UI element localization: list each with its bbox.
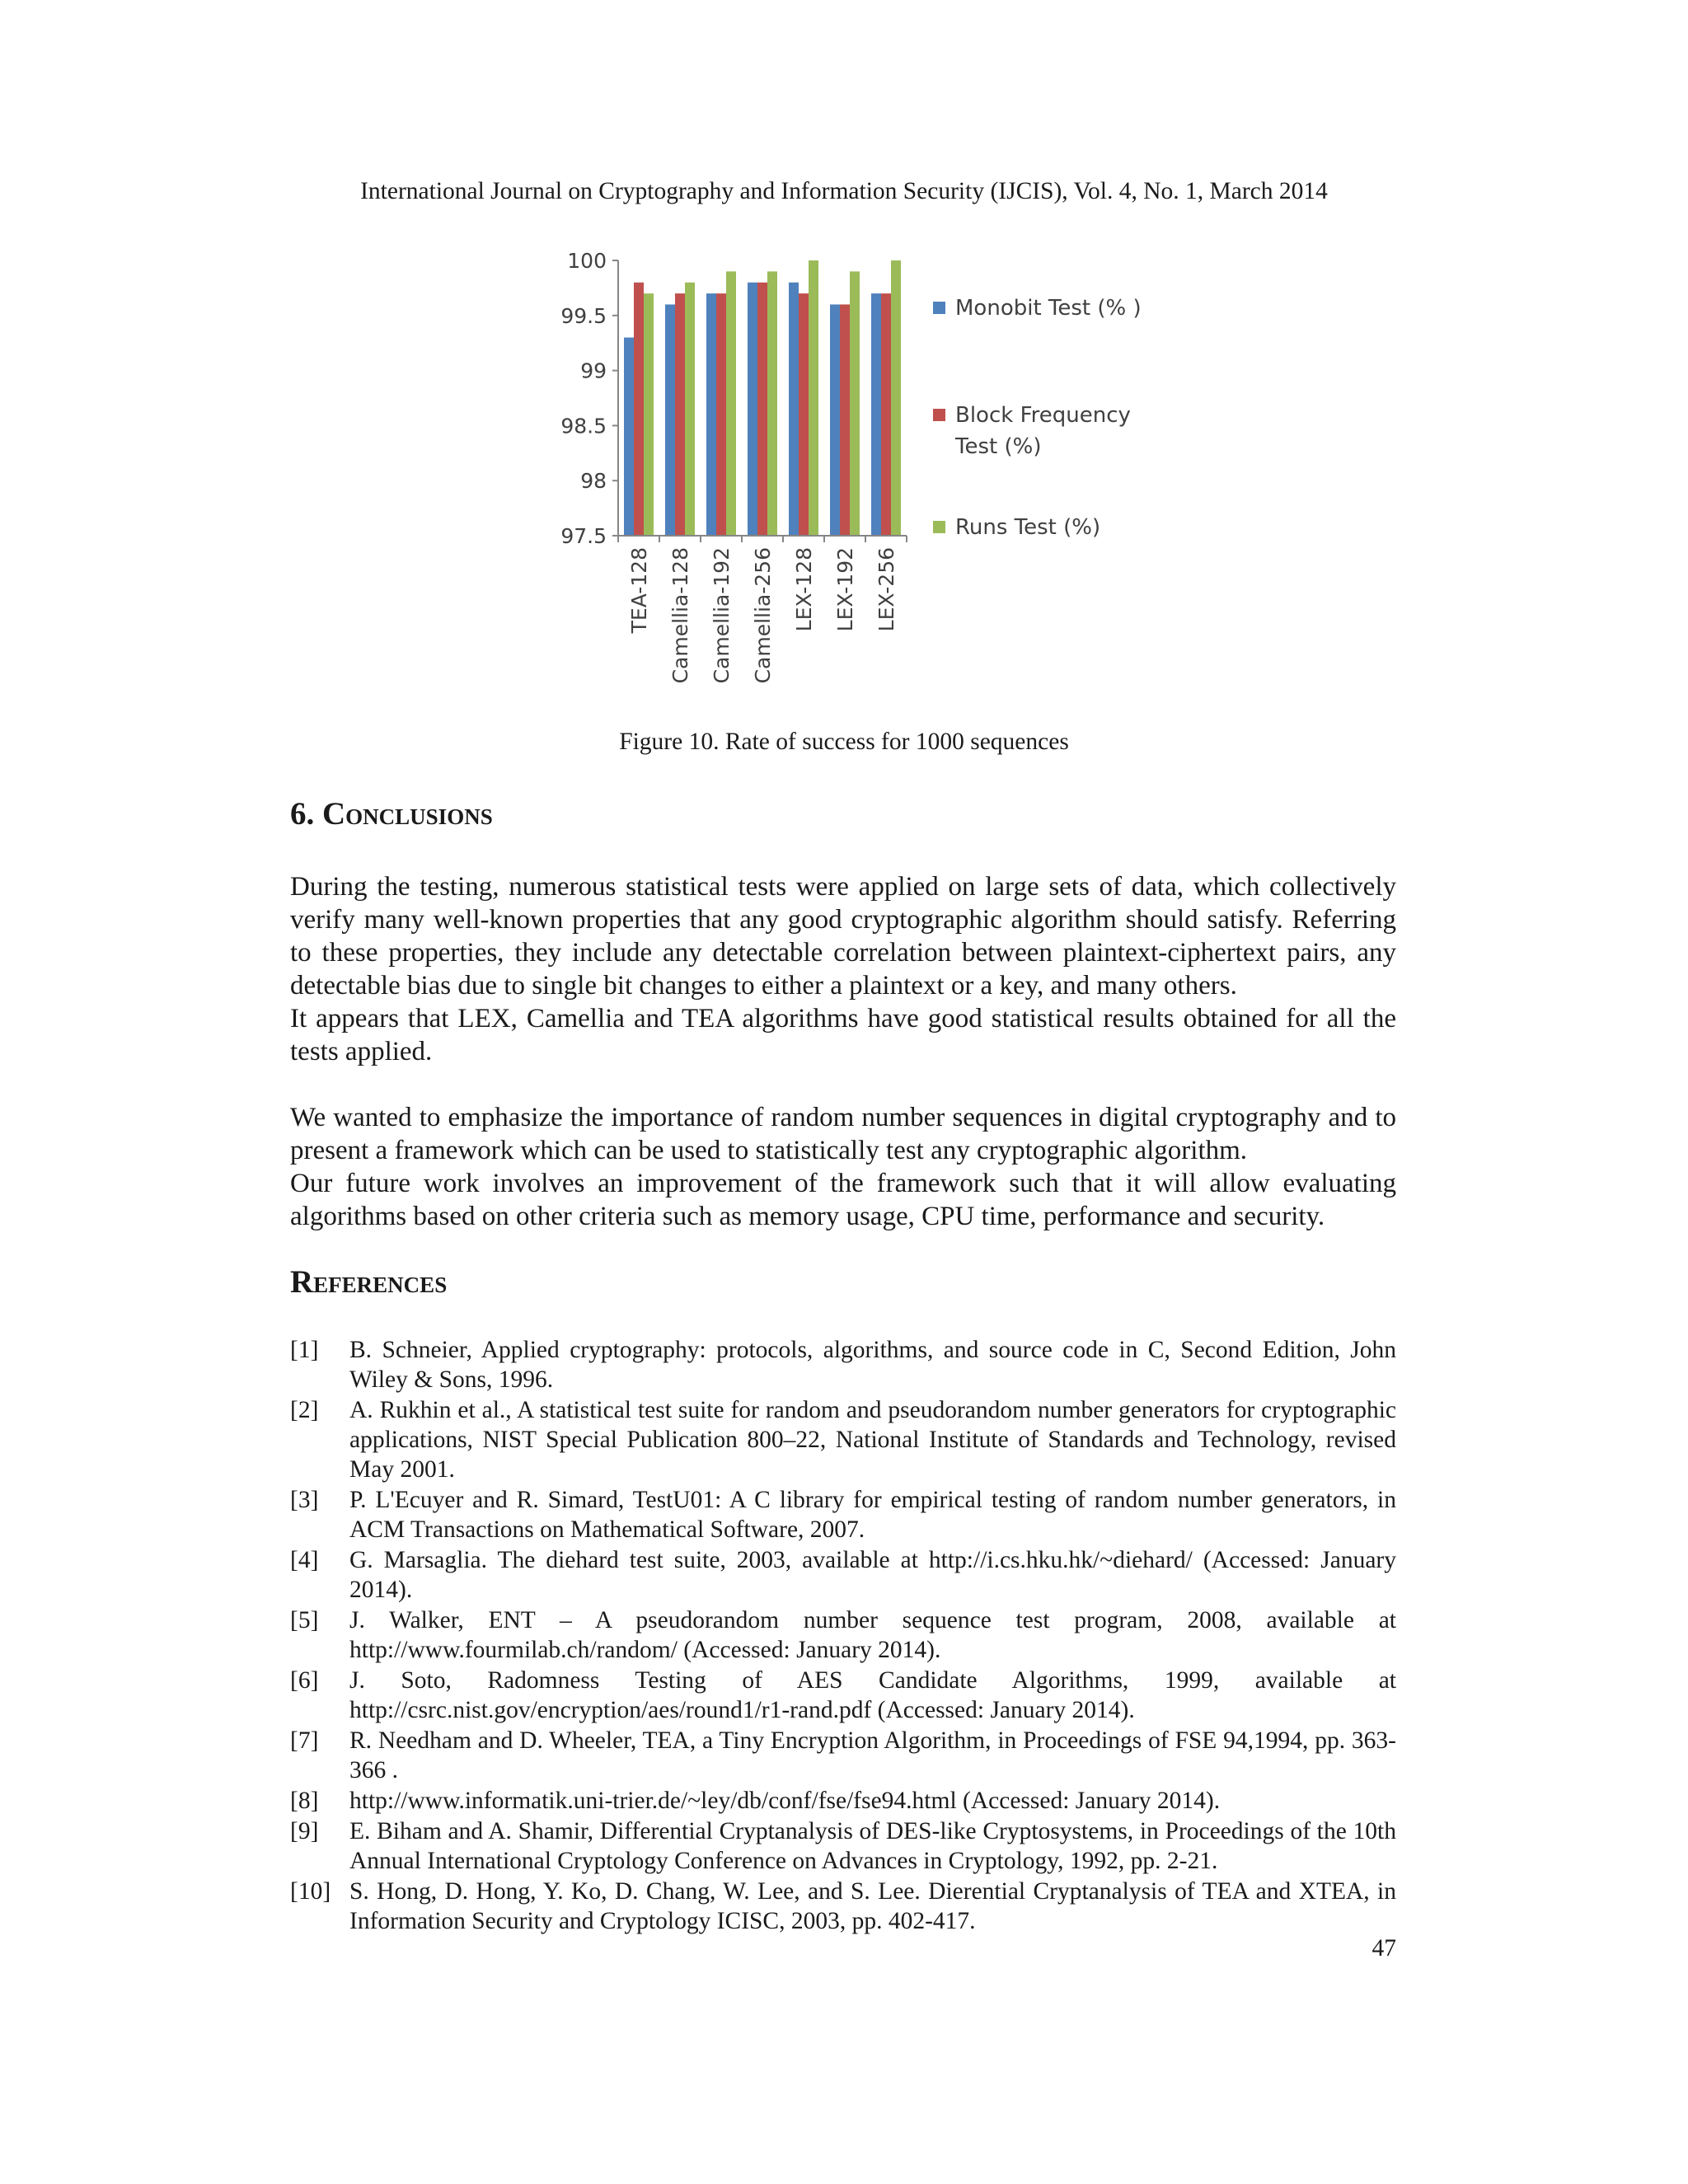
bar-3-6: [850, 271, 860, 536]
bar-2-7: [881, 293, 891, 536]
reference-item: [290, 1666, 1396, 1725]
reference-number: [1]: [290, 1337, 319, 1363]
reference-number: [10]: [290, 1878, 331, 1905]
y-tick-label: 98: [580, 469, 607, 494]
y-tick-label: 98.5: [560, 414, 607, 438]
legend-label: Monobit Test (% ): [955, 296, 1142, 321]
section-number: 6.: [290, 796, 315, 832]
reference-number: [7]: [290, 1727, 319, 1754]
reference-item: [290, 1335, 1396, 1394]
bar-2-1: [634, 283, 644, 536]
reference-item: [290, 1816, 1396, 1876]
reference-item: [290, 1395, 1396, 1484]
bar-1-5: [789, 283, 799, 536]
x-tick-label: LEX-256: [874, 547, 898, 632]
reference-list: [290, 1335, 1396, 1937]
y-axis-ticks: [560, 249, 607, 548]
bar-1-2: [665, 304, 675, 536]
bar-chart: [528, 239, 1170, 717]
y-tick-label: 99.5: [560, 303, 607, 328]
chart-bars: [624, 260, 901, 536]
legend-label: Runs Test (%): [955, 515, 1101, 540]
bar-1-7: [871, 293, 881, 536]
reference-text: B. Schneier, Applied cryptography: protocols, algorithms, and source code in C, Second Edition, John Wiley & Sons, 1996.: [349, 1337, 1396, 1393]
reference-text: S. Hong, D. Hong, Y. Ko, D. Chang, W. Lee, and S. Lee. Dierential Cryptanalysis of TEA and XTEA, in Information Security and Cryptology ICISC, 2003, pp. 402-417.: [349, 1878, 1396, 1934]
bar-3-7: [891, 260, 901, 536]
bar-3-5: [809, 260, 818, 536]
page-number: 47: [1372, 1935, 1396, 1961]
bar-2-2: [675, 293, 685, 536]
legend-label: [954, 403, 1131, 459]
running-header: International Journal on Cryptography and Information Security (IJCIS), Vol. 4, No. 1, March 2014: [360, 178, 1328, 204]
bar-3-1: [644, 293, 654, 536]
bar-2-4: [757, 283, 767, 536]
reference-item: [290, 1726, 1396, 1785]
conclusions-paragraph: We wanted to emphasize the importance of random number sequences in digital cryptography and to present a framework which can be used to statistically test any cryptographic algorithm.: [290, 1103, 1396, 1165]
bar-3-4: [767, 271, 777, 536]
reference-text: P. L'Ecuyer and R. Simard, TestU01: A C library for empirical testing of random number generators, in ACM Transactions on Mathematical Software, 2007.: [349, 1487, 1396, 1543]
reference-text: E. Biham and A. Shamir, Differential Cryptanalysis of DES-like Cryptosystems, in Proceedings of the 10th Annual International Cryptology Conference on Advances in Cryptology, 1992, pp. 2-21.: [349, 1818, 1396, 1874]
legend-label-line: Block Frequency: [955, 403, 1131, 428]
reference-item: [290, 1786, 1396, 1816]
reference-text: J. Soto, Radomness Testing of AES Candidate Algorithms, 1999, available at http://csrc.nist.gov/encryption/aes/round1/r1-rand.pdf (Accessed: January 2014).: [349, 1667, 1396, 1723]
legend-swatch: [933, 302, 945, 314]
reference-number: [2]: [290, 1397, 319, 1423]
reference-text: http://www.informatik.uni-trier.de/~ley/db/conf/fse/fse94.html (Accessed: January 2014).: [349, 1788, 1221, 1814]
conclusions-paragraph: It appears that LEX, Camellia and TEA algorithms have good statistical results obtained for all the tests applied.: [290, 1004, 1396, 1066]
figure-caption: Figure 10. Rate of success for 1000 sequences: [619, 729, 1069, 755]
x-tick-label: Camellia-192: [710, 547, 734, 684]
y-tick-label: 97.5: [560, 524, 607, 548]
conclusions-paragraph: During the testing, numerous statistical tests were applied on large sets of data, which collectively verify many well-known properties that any good cryptographic algorithm should satisfy. Referring to these properties, they include any detectable correlation between plaintext-ciphertext pairs, any detectable bias due to single bit changes to either a plaintext or a key, and many others.: [290, 872, 1396, 1001]
bar-1-1: [624, 338, 634, 536]
section-title: Conclusions: [322, 796, 493, 832]
section-heading-conclusions: [290, 794, 493, 834]
x-tick-label: LEX-192: [833, 547, 857, 632]
conclusions-block-1: [290, 870, 1396, 1068]
section-heading-references: [290, 1263, 447, 1302]
reference-text: R. Needham and D. Wheeler, TEA, a Tiny Encryption Algorithm, in Proceedings of FSE 94,1994, pp. 363-366 .: [349, 1727, 1396, 1783]
x-tick-label: Camellia-128: [668, 547, 692, 684]
x-tick-label: LEX-128: [792, 547, 816, 632]
reference-number: [9]: [290, 1818, 319, 1844]
conclusions-block-2: [290, 1101, 1396, 1233]
legend-label-line: Test (%): [955, 434, 1042, 459]
bar-3-3: [726, 271, 736, 536]
bar-1-3: [706, 293, 716, 536]
conclusions-paragraph: Our future work involves an improvement of the framework such that it will allow evaluating algorithms based on other criteria such as memory usage, CPU time, performance and security.: [290, 1169, 1396, 1231]
bar-2-6: [840, 304, 850, 536]
bar-2-3: [716, 293, 726, 536]
chart-legend: [933, 296, 1142, 540]
reference-text: G. Marsaglia. The diehard test suite, 2003, available at http://i.cs.hku.hk/~diehard/ (Accessed: January 2014).: [349, 1547, 1396, 1603]
bar-3-2: [685, 283, 695, 536]
x-tick-label: TEA-128: [627, 547, 651, 634]
reference-number: [4]: [290, 1547, 319, 1573]
legend-swatch: [933, 409, 945, 421]
x-tick-label: Camellia-256: [751, 547, 775, 684]
bar-1-6: [830, 304, 840, 536]
y-tick-label: 99: [580, 359, 607, 383]
reference-item: [290, 1545, 1396, 1605]
bar-2-5: [799, 293, 809, 536]
reference-item: [290, 1485, 1396, 1544]
reference-number: [3]: [290, 1487, 319, 1513]
reference-number: [8]: [290, 1788, 319, 1814]
legend-swatch: [933, 521, 945, 533]
bar-1-4: [748, 283, 757, 536]
reference-number: [5]: [290, 1607, 319, 1633]
y-tick-label: 100: [567, 249, 607, 273]
reference-number: [6]: [290, 1667, 319, 1694]
reference-item: [290, 1605, 1396, 1665]
reference-text: J. Walker, ENT – A pseudorandom number sequence test program, 2008, available at http://www.fourmilab.ch/random/ (Accessed: January 2014).: [349, 1607, 1396, 1663]
x-axis-labels: [627, 547, 898, 683]
section-title: References: [290, 1264, 448, 1300]
reference-item: [290, 1877, 1396, 1936]
reference-text: A. Rukhin et al., A statistical test suite for random and pseudorandom number generators for cryptographic applications, NIST Special Publication 800–22, National Institute of Standards and Technology, revised May 2001.: [349, 1397, 1396, 1483]
